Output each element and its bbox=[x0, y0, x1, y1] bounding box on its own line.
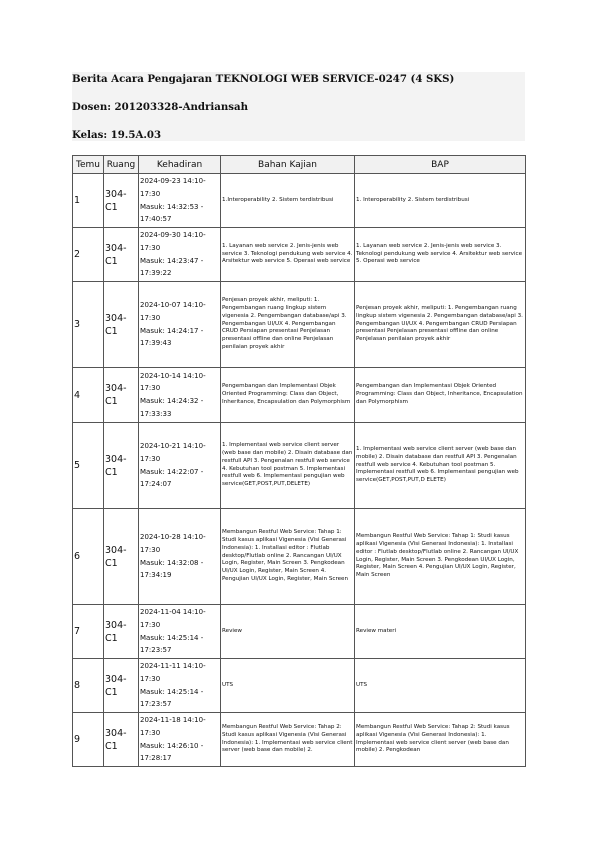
column-header-temu: Temu bbox=[73, 156, 104, 174]
schedule-time: 2024-09-23 14:10-17:30 bbox=[140, 177, 206, 198]
room-cell: 304-C1 bbox=[104, 228, 139, 282]
topic-cell: Review bbox=[221, 605, 355, 659]
room-cell: 304-C1 bbox=[104, 368, 139, 423]
schedule-time: 2024-10-28 14:10-17:30 bbox=[140, 533, 206, 554]
table-row bbox=[73, 174, 526, 228]
table-header-row bbox=[73, 156, 526, 174]
schedule-time: 2024-10-21 14:10-17:30 bbox=[140, 442, 206, 463]
table-row bbox=[73, 713, 526, 767]
schedule-time: 2024-10-14 14:10-17:30 bbox=[140, 371, 206, 393]
topic-cell: 1. Layanan web service 2. Jenis-jenis web service 3. Teknologi pendukung web service 4. Arsitektur web service 5. Operasi web service bbox=[221, 228, 355, 282]
bap-cell: 1. Layanan web service 2. Jenis-jenis web service 3. Teknologi pendukung web service 4. Arsitektur web service 5. Operasi web service bbox=[355, 228, 526, 282]
checkin-time: Masuk: 14:24:17 - 17:39:43 bbox=[140, 326, 204, 348]
meeting-number: 8 bbox=[73, 659, 104, 713]
bap-cell: Review materi bbox=[355, 605, 526, 659]
column-header-ruang: Ruang bbox=[104, 156, 139, 174]
checkin-time: Masuk: 14:24:32 - 17:33:33 bbox=[140, 397, 204, 418]
room-cell: 304-C1 bbox=[104, 174, 139, 228]
page-title: Berita Acara Pengajaran TEKNOLOGI WEB SERVICE-0247 (4 SKS) bbox=[72, 73, 455, 85]
room-cell: 304-C1 bbox=[104, 659, 139, 713]
checkin-time: Masuk: 14:22:07 - 17:24:07 bbox=[140, 467, 204, 489]
checkin-time: Masuk: 14:25:14 - 17:23:57 bbox=[140, 633, 204, 655]
checkin-time: Masuk: 14:25:14 - 17:23:57 bbox=[140, 687, 204, 709]
bap-cell: Membangun Restful Web Service: Tahap 2: Studi kasus aplikasi Vigenesia (Visi Generasi Indonesia): 1. Implementasi web service client server (web base dan mobile) 2. Pengkodean bbox=[355, 713, 526, 767]
meeting-number: 5 bbox=[73, 423, 104, 509]
meeting-number: 9 bbox=[73, 713, 104, 767]
column-header-bap: BAP bbox=[355, 156, 526, 174]
attendance-cell bbox=[139, 228, 221, 282]
teaching-record-table bbox=[72, 155, 526, 767]
meeting-number: 1 bbox=[73, 174, 104, 228]
class-label: Kelas: 19.5A.03 bbox=[72, 129, 162, 141]
meeting-number: 6 bbox=[73, 509, 104, 605]
column-header-kehadiran: Kehadiran bbox=[139, 156, 221, 174]
checkin-time: Masuk: 14:32:08 - 17:34:19 bbox=[140, 558, 204, 580]
room-cell: 304-C1 bbox=[104, 509, 139, 605]
topic-cell: 1. Implementasi web service client server (web base dan mobile) 2. Disain database dan restfull API 3. Pengenalan restfull web service 4. Kebutuhan tool postman 5. Implementasi restfull web 6. Implementasi pengujian web service(GET,POST,PUT,DELETE) bbox=[221, 423, 355, 509]
bap-cell: 1. Implementasi web service client server (web base dan mobile) 2. Disain database dan restfull API 3. Pengenalan restfull web service 4. Kebutuhan tool postman 5. Implementasi restfull web 6. Implementasi pengujian web service(GET,POST,PUT,D ELETE) bbox=[355, 423, 526, 509]
topic-cell: UTS bbox=[221, 659, 355, 713]
attendance-cell bbox=[139, 605, 221, 659]
room-cell: 304-C1 bbox=[104, 713, 139, 767]
bap-cell: 1. Interoperability 2. Sistem terdistribusi bbox=[355, 174, 526, 228]
room-cell: 304-C1 bbox=[104, 282, 139, 368]
checkin-time: Masuk: 14:32:53 - 17:40:57 bbox=[140, 202, 204, 224]
bap-cell: Membangun Restful Web Service: Tahap 1: Studi kasus aplikasi Vigenesia (Visi Generasi Indonesia): 1. Installasi editor : Flutlab desktop/Flutlab online 2. Rancangan UI/UX Login, Register, Main Screen 3. Pengkodean UI/UX Login, Register, Main Screen 4. Pengujian UI/UX Login, Register, Main Screen bbox=[355, 509, 526, 605]
checkin-time: Masuk: 14:23:47 - 17:39:22 bbox=[140, 256, 204, 278]
column-header-bahan-kajian: Bahan Kajian bbox=[221, 156, 355, 174]
topic-cell: Pengembangan dan Implementasi Objek Oriented Programming: Class dan Object, Inheritance, Encapsulation dan Polymorphism bbox=[221, 368, 355, 423]
schedule-time: 2024-11-04 14:10-17:30 bbox=[140, 608, 206, 629]
meeting-number: 2 bbox=[73, 228, 104, 282]
schedule-time: 2024-09-30 14:10-17:30 bbox=[140, 231, 206, 252]
meeting-number: 4 bbox=[73, 368, 104, 423]
bap-cell: Pengembangan dan Implementasi Objek Oriented Programming: Class dan Object, Inheritance, Encapsulation dan Polymorphism bbox=[355, 368, 526, 423]
table-row bbox=[73, 659, 526, 713]
lecturer-label: Dosen: 201203328-Andriansah bbox=[72, 101, 249, 113]
table-row bbox=[73, 509, 526, 605]
schedule-time: 2024-11-18 14:10-17:30 bbox=[140, 716, 206, 737]
table-row bbox=[73, 368, 526, 423]
room-cell: 304-C1 bbox=[104, 423, 139, 509]
schedule-time: 2024-11-11 14:10-17:30 bbox=[140, 662, 206, 683]
attendance-cell bbox=[139, 174, 221, 228]
attendance-cell bbox=[139, 509, 221, 605]
topic-cell: Penjesan proyek akhir, meliputi: 1. Pengembangan ruang lingkup sistem vigenesia 2. Pengembangan database/api 3. Pengembangan UI/UX 4. Pengembangan CRUD Persiapan presentasi Penjelasan presentasi offline dan online Penjelasan penilaian proyek akhir bbox=[221, 282, 355, 368]
attendance-cell bbox=[139, 368, 221, 423]
attendance-cell bbox=[139, 713, 221, 767]
table-row bbox=[73, 605, 526, 659]
attendance-cell bbox=[139, 282, 221, 368]
checkin-time: Masuk: 14:26:10 - 17:28:17 bbox=[140, 741, 204, 763]
bap-cell: Penjesan proyek akhir, meliputi: 1. Pengembangan ruang lingkup sistem vigenesia 2. Pengembangan database/api 3. Pengembangan UI/UX 4. Pengembangan CRUD Persiapan presentasi Penjelasan presentasi offline dan online Penjelasan penilaian proyek akhir bbox=[355, 282, 526, 368]
attendance-cell bbox=[139, 423, 221, 509]
meeting-number: 3 bbox=[73, 282, 104, 368]
topic-cell: 1.Interoperability 2. Sistem terdistribusi bbox=[221, 174, 355, 228]
room-cell: 304-C1 bbox=[104, 605, 139, 659]
topic-cell: Membangun Restful Web Service: Tahap 1: Studi kasus aplikasi Vigenesia (Visi Generasi Indonesia): 1. Installasi editor : Flutlab desktop/Flutlab online 2. Rancangan UI/UX Login, Register, Main Screen 3. Pengkodean UI/UX Login, Register, Main Screen 4. Pengujian UI/UX Login, Register, Main Screen bbox=[221, 509, 355, 605]
table-row bbox=[73, 228, 526, 282]
schedule-time: 2024-10-07 14:10-17:30 bbox=[140, 301, 206, 322]
table-row bbox=[73, 423, 526, 509]
attendance-cell bbox=[139, 659, 221, 713]
topic-cell: Membangun Restful Web Service: Tahap 2: Studi kasus aplikasi Vigenesia (Visi Generasi Indonesia): 1. Implementasi web service client server (web base dan mobile) 2. bbox=[221, 713, 355, 767]
bap-cell: UTS bbox=[355, 659, 526, 713]
table-row bbox=[73, 282, 526, 368]
meeting-number: 7 bbox=[73, 605, 104, 659]
